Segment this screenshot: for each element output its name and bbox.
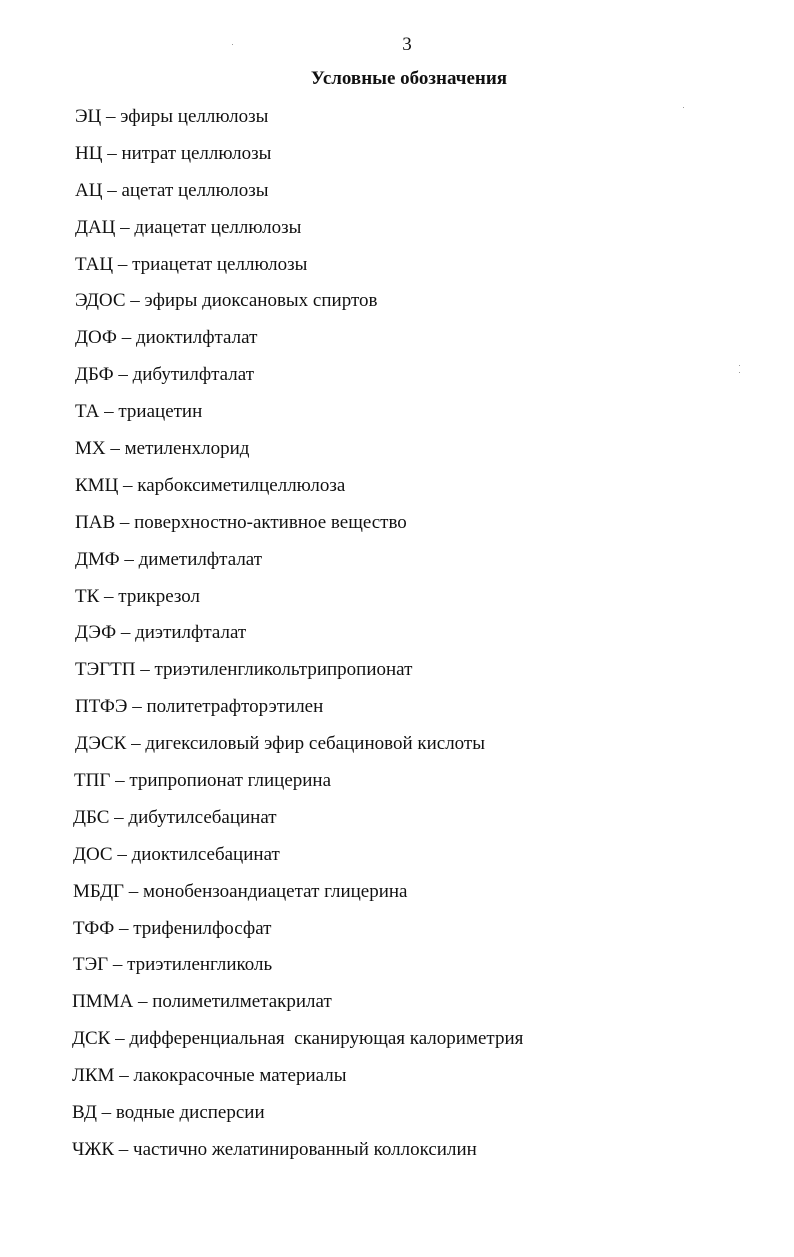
scan-speck — [232, 44, 233, 45]
abbreviation-dash: – — [115, 216, 135, 238]
abbreviation-dash: – — [114, 917, 134, 939]
abbreviation-term: ДЭФ — [75, 622, 117, 644]
abbreviation-term: ТПГ — [74, 770, 111, 792]
abbreviation-definition: триэтиленгликольтрипропионат — [154, 659, 413, 681]
abbreviation-dash: – — [113, 364, 133, 386]
abbreviation-item — [0, 546, 523, 583]
abbreviation-definition: дибутилфталат — [132, 364, 254, 386]
abbreviation-item — [0, 841, 523, 878]
abbreviation-item — [0, 1136, 523, 1173]
abbreviation-item — [0, 730, 523, 767]
abbreviation-term: ДБФ — [75, 364, 114, 386]
abbreviation-item — [0, 988, 523, 1025]
abbreviation-definition: ацетат целлюлозы — [121, 179, 269, 201]
abbreviation-term: ТА — [75, 401, 100, 423]
abbreviation-item — [0, 509, 523, 546]
abbreviation-item — [0, 1025, 523, 1062]
abbreviation-item — [0, 287, 523, 324]
abbreviation-dash: – — [116, 622, 136, 644]
abbreviation-definition: эфиры целлюлозы — [120, 106, 269, 127]
abbreviation-definition: диоктилфталат — [135, 327, 258, 349]
abbreviation-term: КМЦ — [75, 474, 119, 496]
abbreviation-item — [0, 693, 523, 730]
abbreviation-dash: – — [110, 770, 130, 792]
abbreviation-dash: – — [135, 659, 155, 681]
abbreviation-dash: – — [119, 548, 139, 570]
abbreviation-definition: трипропионат глицерина — [129, 770, 332, 792]
abbreviation-dash: – — [118, 474, 138, 496]
abbreviation-definition: метиленхлорид — [124, 438, 250, 460]
abbreviation-dash: – — [102, 179, 122, 201]
abbreviation-dash: – — [101, 106, 121, 127]
abbreviation-item — [0, 951, 523, 988]
abbreviation-dash: – — [96, 1102, 116, 1124]
abbreviation-definition: водные дисперсии — [115, 1102, 265, 1124]
abbreviation-dash: – — [114, 1065, 134, 1087]
abbreviation-term: АЦ — [75, 179, 103, 201]
abbreviation-item — [0, 583, 523, 620]
abbreviation-list — [0, 103, 523, 1173]
abbreviation-item — [0, 767, 523, 804]
abbreviation-definition: частично желатинированный коллоксилин — [133, 1138, 477, 1160]
abbreviation-item — [0, 915, 523, 952]
abbreviation-item — [0, 656, 523, 693]
abbreviation-term: ТАЦ — [75, 253, 114, 275]
abbreviation-term: ДОС — [73, 843, 113, 865]
abbreviation-item — [0, 251, 523, 288]
abbreviation-dash: – — [125, 290, 145, 312]
abbreviation-dash: – — [113, 253, 133, 275]
abbreviation-term: ДОФ — [75, 327, 117, 349]
abbreviation-dash: – — [99, 585, 119, 607]
abbreviation-dash: – — [124, 880, 144, 902]
abbreviation-item — [0, 361, 523, 398]
abbreviation-term: МБДГ — [73, 880, 125, 902]
scan-speck — [683, 107, 684, 108]
abbreviation-term: ТФФ — [73, 917, 115, 939]
abbreviation-definition: триацетат целлюлозы — [132, 253, 308, 275]
abbreviation-dash: – — [127, 696, 147, 718]
abbreviation-definition: лакокрасочные материалы — [133, 1065, 347, 1087]
abbreviation-definition: полиметилметакрилат — [152, 991, 332, 1013]
abbreviation-dash: – — [110, 1028, 130, 1050]
abbreviation-definition: политетрафторэтилен — [146, 696, 324, 718]
abbreviation-term: ПАВ — [75, 511, 116, 533]
abbreviation-term: ПТФЭ — [75, 696, 128, 718]
abbreviation-item — [0, 103, 523, 140]
abbreviation-definition: эфиры диоксановых спиртов — [144, 290, 378, 312]
abbreviation-definition: диацетат целлюлозы — [134, 216, 302, 238]
abbreviation-term: ТЭГ — [73, 954, 109, 976]
abbreviation-term: ЛКМ — [72, 1065, 115, 1087]
abbreviation-item — [0, 140, 523, 177]
abbreviation-term: ДСК — [72, 1028, 111, 1050]
abbreviation-term: ТК — [75, 585, 100, 607]
abbreviation-dash: – — [112, 843, 132, 865]
abbreviation-term: ВД — [72, 1102, 97, 1124]
abbreviation-definition: триацетин — [118, 401, 203, 423]
abbreviation-term: ПММА — [72, 991, 134, 1013]
abbreviation-definition: трикрезол — [118, 585, 201, 607]
abbreviation-definition: карбоксиметилцеллюлоза — [137, 474, 346, 496]
abbreviation-term: МХ — [75, 438, 106, 460]
abbreviation-term: ЭДОС — [75, 290, 126, 312]
page-number: 3 — [402, 34, 412, 55]
abbreviation-term: ЧЖК — [72, 1138, 115, 1160]
scan-speck — [739, 365, 740, 366]
abbreviation-term: ДМФ — [75, 548, 120, 570]
abbreviation-item — [0, 1099, 523, 1136]
abbreviation-dash: – — [99, 401, 119, 423]
abbreviation-definition: монобензоандиацетат глицерина — [143, 880, 408, 902]
abbreviation-item — [0, 878, 523, 915]
abbreviation-dash: – — [105, 438, 125, 460]
abbreviation-item — [0, 177, 523, 214]
abbreviation-definition: диоктилсебацинат — [131, 843, 280, 865]
abbreviation-term: ДЭСК — [75, 733, 127, 755]
abbreviation-dash: – — [102, 142, 122, 164]
abbreviation-definition: трифенилфосфат — [133, 917, 272, 939]
abbreviation-dash: – — [133, 991, 153, 1013]
abbreviation-term: ДАЦ — [75, 216, 116, 238]
abbreviation-item — [0, 435, 523, 472]
abbreviation-term: ДБС — [73, 806, 110, 828]
abbreviation-dash: – — [115, 511, 135, 533]
abbreviation-term: ТЭГТП — [75, 659, 136, 681]
abbreviation-definition: триэтиленгликоль — [127, 954, 273, 976]
abbreviation-dash: – — [108, 954, 128, 976]
abbreviation-item — [0, 324, 523, 361]
abbreviation-dash: – — [126, 733, 146, 755]
abbreviation-term: НЦ — [75, 142, 103, 164]
abbreviation-definition: нитрат целлюлозы — [121, 142, 272, 164]
abbreviation-definition: диэтилфталат — [135, 622, 247, 644]
abbreviation-definition: дигексиловый эфир себациновой кислоты — [145, 733, 485, 755]
abbreviation-dash: – — [109, 806, 129, 828]
abbreviation-definition: дифференциальная сканирующая калориметрия — [129, 1028, 524, 1050]
abbreviation-item — [0, 398, 523, 435]
abbreviation-item — [0, 472, 523, 509]
page-title: Условные обозначения — [310, 68, 508, 89]
abbreviation-item — [0, 214, 523, 251]
abbreviation-term: ЭЦ — [75, 106, 102, 127]
scan-speck — [739, 372, 740, 373]
abbreviation-definition: дибутилсебацинат — [128, 806, 277, 828]
abbreviation-dash: – — [116, 327, 136, 349]
abbreviation-dash: – — [114, 1138, 134, 1160]
abbreviation-item — [0, 619, 523, 656]
abbreviation-definition: диметилфталат — [138, 548, 263, 570]
abbreviation-item — [0, 1062, 523, 1099]
abbreviation-definition: поверхностно-активное вещество — [134, 511, 407, 533]
abbreviation-item — [0, 804, 523, 841]
